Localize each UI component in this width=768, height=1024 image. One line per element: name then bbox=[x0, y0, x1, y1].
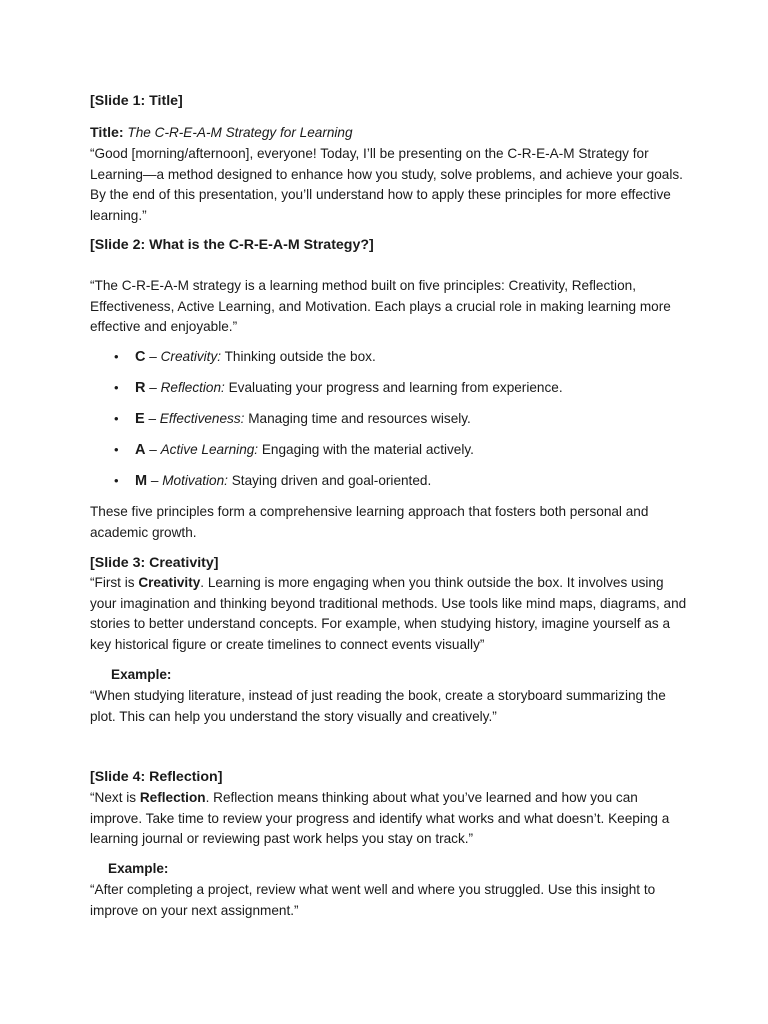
list-item-desc: Evaluating your progress and learning from experience. bbox=[224, 380, 563, 395]
list-item-desc: Thinking outside the box. bbox=[221, 349, 376, 364]
slide1-heading: [Slide 1: Title] bbox=[90, 93, 183, 109]
slide3-body-pre: “First is bbox=[90, 575, 139, 590]
bullet-icon: • bbox=[114, 349, 119, 364]
slide4-heading: [Slide 4: Reflection] bbox=[90, 769, 223, 785]
list-item-letter: E bbox=[135, 411, 145, 427]
slide3-body-term: Creativity bbox=[138, 575, 201, 590]
bullet-icon: • bbox=[114, 442, 119, 457]
slide1-title-line bbox=[90, 123, 690, 144]
list-item bbox=[90, 440, 690, 471]
slide4-body-pre: “Next is bbox=[90, 790, 140, 805]
list-item-letter: M bbox=[135, 473, 148, 489]
list-item-term: Reflection: bbox=[160, 380, 225, 395]
list-item bbox=[90, 378, 690, 409]
list-item-term: Creativity: bbox=[160, 349, 222, 364]
list-item-desc: Staying driven and goal-oriented. bbox=[227, 473, 432, 488]
list-item-desc: Managing time and resources wisely. bbox=[244, 411, 471, 426]
bullet-icon: • bbox=[114, 411, 119, 426]
list-item-dash: – bbox=[145, 349, 161, 364]
slide3-example-text: “When studying literature, instead of just reading the book, create a storyboard summarizing the plot. This can help you understand the story visually and creatively.” bbox=[90, 688, 666, 724]
list-item-term: Motivation: bbox=[162, 473, 228, 488]
list-item-term: Effectiveness: bbox=[159, 411, 245, 426]
cream-list bbox=[90, 347, 690, 502]
slide3-heading: [Slide 3: Creativity] bbox=[90, 555, 219, 571]
list-item bbox=[90, 409, 690, 440]
bullet-icon: • bbox=[114, 473, 119, 488]
list-item bbox=[90, 347, 690, 378]
slide3-example-label: Example: bbox=[111, 667, 172, 682]
title-text: The C-R-E-A-M Strategy for Learning bbox=[127, 125, 353, 140]
list-item-letter: C bbox=[135, 349, 146, 365]
list-item-desc: Engaging with the material actively. bbox=[258, 442, 474, 457]
slide1-intro: “Good [morning/afternoon], everyone! Today, I’ll be presenting on the C-R-E-A-M Strategy for Learning—a method designed to enhance how you study, solve problems, and achieve your goals. By the end of this presentation, you’ll understand how to apply these principles for more effective learning.” bbox=[90, 146, 683, 223]
slide4-body-post: . Reflection means thinking about what you’ve learned and how you can improve. Take time to review your progress and identify what works and what doesn’t. Keeping a learning journal or reviewing past work helps you stay on track.” bbox=[90, 790, 670, 846]
list-item bbox=[90, 471, 690, 502]
title-label: Title: bbox=[90, 125, 124, 141]
slide4-body bbox=[90, 788, 690, 850]
slide4-example-text: “After completing a project, review what went well and where you struggled. Use this insight to improve on your next assignment.” bbox=[90, 882, 656, 918]
list-item-term: Active Learning: bbox=[160, 442, 259, 457]
list-item-dash: – bbox=[147, 473, 163, 488]
bullet-icon: • bbox=[114, 380, 119, 395]
slide2-closing: These five principles form a comprehensive learning approach that fosters both personal and academic growth. bbox=[90, 504, 649, 540]
slide2-heading: [Slide 2: What is the C-R-E-A-M Strategy?] bbox=[90, 237, 374, 253]
slide2-intro: “The C-R-E-A-M strategy is a learning method built on five principles: Creativity, Reflection, Effectiveness, Active Learning, and Motivation. Each plays a crucial role in making learning more effective and enjoyable.” bbox=[90, 278, 671, 334]
slide4-body-term: Reflection bbox=[139, 790, 206, 805]
list-item-dash: – bbox=[144, 411, 160, 426]
list-item-dash: – bbox=[145, 442, 161, 457]
slide3-body bbox=[90, 573, 690, 655]
slide3-body-post: . Learning is more engaging when you think outside the box. It involves using your imagination and thinking beyond traditional methods. Use tools like mind maps, diagrams, and stories to better understand concepts. For example, when studying history, imagine yourself as a key historical figure or create timelines to connect events visually” bbox=[90, 575, 687, 652]
list-item-letter: R bbox=[135, 380, 146, 396]
list-item-dash: – bbox=[145, 380, 161, 395]
slide4-example-label: Example: bbox=[108, 861, 169, 876]
list-item-letter: A bbox=[135, 442, 146, 458]
